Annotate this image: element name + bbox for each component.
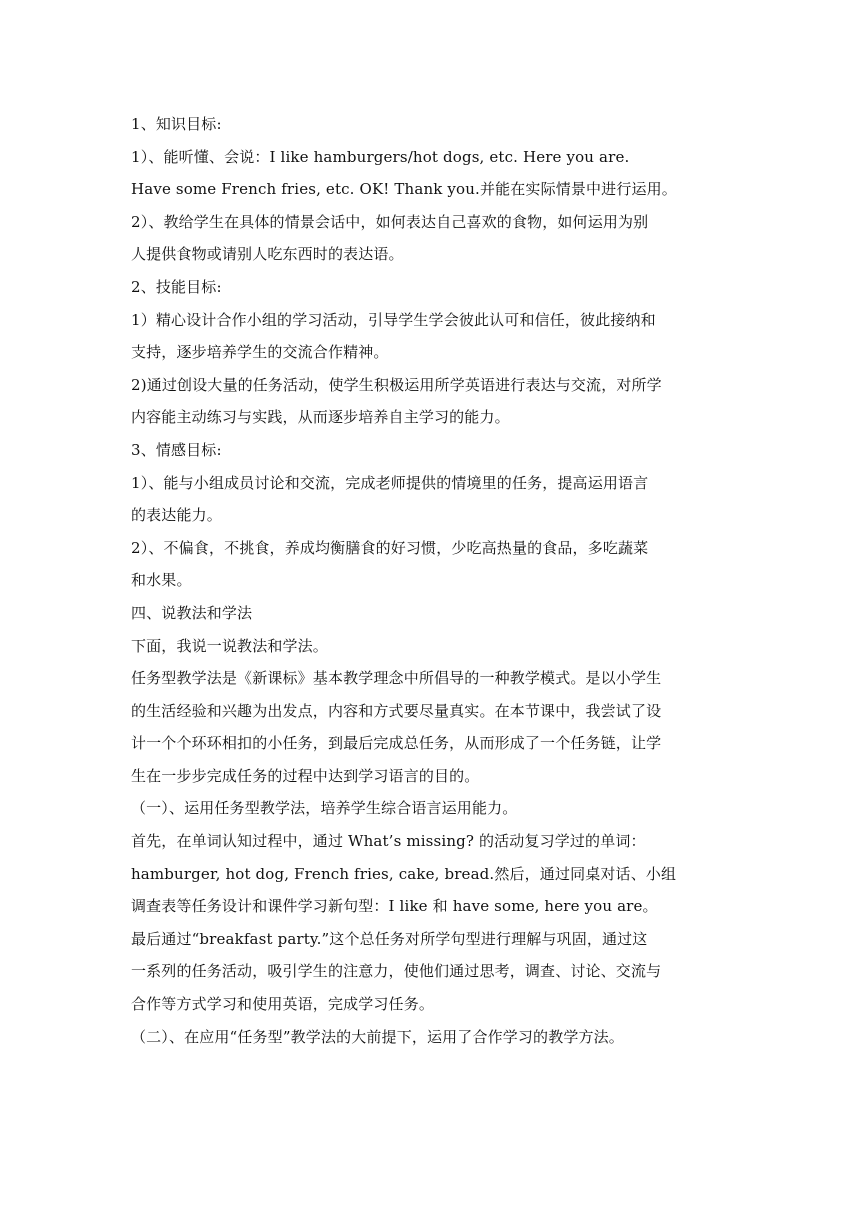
paragraph-line: 下面，我说一说教法和学法。: [131, 636, 328, 655]
paragraph-line: 2）、教给学生在具体的情景会话中，如何表达自己喜欢的食物，如何运用为别: [131, 212, 649, 231]
paragraph-line: 合作等方式学习和使用英语，完成学习任务。: [131, 995, 435, 1014]
paragraph-line: 最后通过“breakfast party.”这个总任务对所学句型进行理解与巩固，通过这: [131, 929, 648, 948]
paragraph-line: 任务型教学法是《新课标》基本教学理念中所倡导的一种教学模式。是以小学生: [131, 669, 662, 688]
paragraph-line: 的生活经验和兴趣为出发点，内容和方式要尽量真实。在本节课中，我尝试了设: [131, 701, 662, 720]
paragraph-line: 1）、能与小组成员讨论和交流，完成老师提供的情境里的任务，提高运用语言: [131, 473, 649, 492]
emotion-goal-heading: 3、情感目标:: [131, 440, 222, 459]
paragraph-line: 内容能主动练习与实践，从而逐步培养自主学习的能力。: [131, 408, 510, 427]
section-four-heading: 四、说教法和学法: [131, 603, 253, 622]
paragraph-line: 1）精心设计合作小组的学习活动，引导学生学会彼此认可和信任，彼此接纳和: [131, 310, 656, 329]
paragraph-line: 支持，逐步培养学生的交流合作精神。: [131, 343, 389, 362]
skill-goal-heading: 2、技能目标:: [131, 277, 222, 296]
document-page: [131, 108, 731, 1053]
paragraph-line: 的表达能力。: [131, 506, 222, 525]
subsection-two-heading: （二）、在应用“任务型”教学法的大前提下，运用了合作学习的教学方法。: [131, 1027, 624, 1046]
paragraph-line: 调查表等任务设计和课件学习新句型：I like 和 have some, here you are。: [131, 897, 658, 916]
paragraph-line: 生在一步步完成任务的过程中达到学习语言的目的。: [131, 766, 480, 785]
paragraph-line: 计一个个环环相扣的小任务，到最后完成总任务，从而形成了一个任务链，让学: [131, 734, 662, 753]
paragraph-line: 人提供食物或请别人吃东西时的表达语。: [131, 245, 404, 264]
paragraph-line: 首先，在单词认知过程中，通过 What’s missing? 的活动复习学过的单词：: [131, 832, 646, 851]
subsection-one-heading: （一）、运用任务型教学法，培养学生综合语言运用能力。: [131, 799, 518, 818]
paragraph-line: Have some French fries, etc. OK! Thank you.并能在实际情景中进行运用。: [131, 180, 677, 199]
knowledge-goal-heading: 1、知识目标:: [131, 115, 222, 133]
paragraph-line: 2）、不偏食，不挑食，养成均衡膳食的好习惯，少吃高热量的食品，多吃蔬菜: [131, 538, 649, 557]
paragraph-line: hamburger, hot dog, French fries, cake, bread.然后，通过同桌对话、小组: [131, 864, 677, 883]
paragraph-line: 和水果。: [131, 571, 192, 590]
paragraph-line: 一系列的任务活动，吸引学生的注意力，使他们通过思考，调查、讨论、交流与: [131, 962, 662, 981]
paragraph-line: 1）、能听懂、会说：I like hamburgers/hot dogs, etc. Here you are.: [131, 147, 630, 166]
paragraph-line: 2)通过创设大量的任务活动，使学生积极运用所学英语进行表达与交流，对所学: [131, 375, 662, 394]
